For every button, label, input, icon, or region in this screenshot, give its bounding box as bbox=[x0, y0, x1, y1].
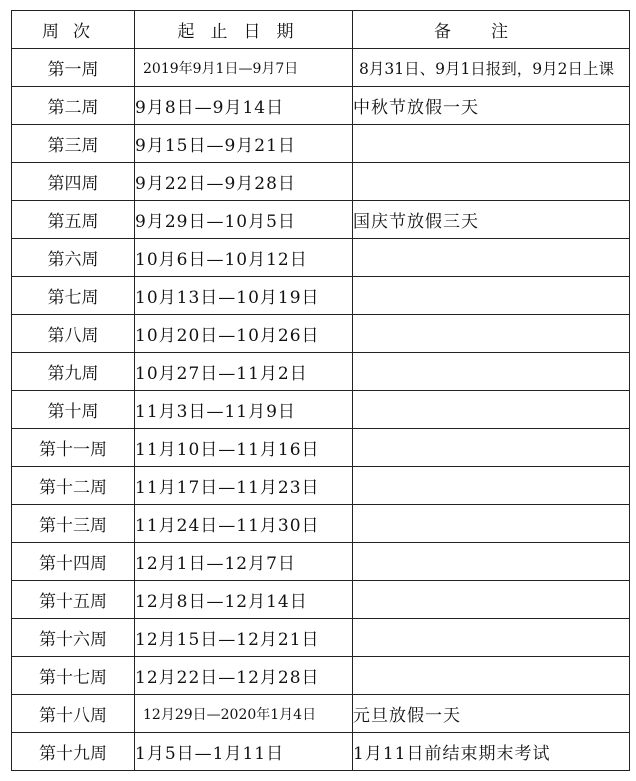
week-cell: 第六周 bbox=[12, 239, 135, 277]
note-cell bbox=[353, 163, 630, 201]
table-row bbox=[12, 49, 630, 87]
week-cell: 第十九周 bbox=[12, 733, 135, 771]
dates-cell: 12月15日—12月21日 bbox=[135, 619, 353, 657]
week-cell: 第一周 bbox=[12, 49, 135, 87]
dates-cell: 10月20日—10月26日 bbox=[135, 315, 353, 353]
note-cell bbox=[353, 657, 630, 695]
table-row bbox=[12, 163, 630, 201]
note-cell bbox=[353, 543, 630, 581]
week-cell: 第十五周 bbox=[12, 581, 135, 619]
table-row bbox=[12, 581, 630, 619]
dates-cell: 9月29日—10月5日 bbox=[135, 201, 353, 239]
header-notes: 备注 bbox=[353, 11, 630, 49]
note-cell: 中秋节放假一天 bbox=[353, 87, 630, 125]
header-dates: 起止日期 bbox=[135, 11, 353, 49]
note-cell bbox=[353, 353, 630, 391]
note-cell bbox=[353, 505, 630, 543]
week-cell: 第三周 bbox=[12, 125, 135, 163]
note-cell bbox=[353, 315, 630, 353]
dates-cell: 12月22日—12月28日 bbox=[135, 657, 353, 695]
dates-cell: 9月22日—9月28日 bbox=[135, 163, 353, 201]
dates-cell: 9月15日—9月21日 bbox=[135, 125, 353, 163]
week-cell: 第七周 bbox=[12, 277, 135, 315]
note-cell: 8月31日、9月1日报到，9月2日上课 bbox=[353, 49, 630, 87]
dates-cell: 9月8日—9月14日 bbox=[135, 87, 353, 125]
week-cell: 第十三周 bbox=[12, 505, 135, 543]
dates-cell: 12月1日—12月7日 bbox=[135, 543, 353, 581]
table-row bbox=[12, 429, 630, 467]
note-cell bbox=[353, 239, 630, 277]
table-row bbox=[12, 657, 630, 695]
note-cell bbox=[353, 277, 630, 315]
week-cell: 第二周 bbox=[12, 87, 135, 125]
table-row bbox=[12, 125, 630, 163]
dates-cell: 11月10日—11月16日 bbox=[135, 429, 353, 467]
note-cell bbox=[353, 467, 630, 505]
table-row bbox=[12, 505, 630, 543]
week-cell: 第十八周 bbox=[12, 695, 135, 733]
table-row bbox=[12, 353, 630, 391]
note-cell: 元旦放假一天 bbox=[353, 695, 630, 733]
table-row bbox=[12, 543, 630, 581]
semester-schedule-table bbox=[11, 10, 630, 771]
table-row bbox=[12, 695, 630, 733]
note-cell: 1月11日前结束期末考试 bbox=[353, 733, 630, 771]
table-row bbox=[12, 733, 630, 771]
table-row bbox=[12, 619, 630, 657]
note-cell bbox=[353, 125, 630, 163]
week-cell: 第十二周 bbox=[12, 467, 135, 505]
table-row bbox=[12, 277, 630, 315]
dates-cell: 11月3日—11月9日 bbox=[135, 391, 353, 429]
note-cell bbox=[353, 429, 630, 467]
header-week: 周次 bbox=[12, 11, 135, 49]
dates-cell: 2019年9月1日—9月7日 bbox=[135, 49, 353, 87]
table-header-row bbox=[12, 11, 630, 49]
week-cell: 第十六周 bbox=[12, 619, 135, 657]
table-row bbox=[12, 87, 630, 125]
dates-cell: 10月6日—10月12日 bbox=[135, 239, 353, 277]
table-row bbox=[12, 315, 630, 353]
week-cell: 第十一周 bbox=[12, 429, 135, 467]
week-cell: 第十周 bbox=[12, 391, 135, 429]
dates-cell: 10月27日—11月2日 bbox=[135, 353, 353, 391]
table-row bbox=[12, 391, 630, 429]
dates-cell: 11月17日—11月23日 bbox=[135, 467, 353, 505]
dates-cell: 12月8日—12月14日 bbox=[135, 581, 353, 619]
table-row bbox=[12, 467, 630, 505]
dates-cell: 1月5日—1月11日 bbox=[135, 733, 353, 771]
schedule-sheet bbox=[11, 10, 629, 771]
week-cell: 第四周 bbox=[12, 163, 135, 201]
dates-cell: 12月29日—2020年1月4日 bbox=[135, 695, 353, 733]
note-cell bbox=[353, 619, 630, 657]
week-cell: 第十七周 bbox=[12, 657, 135, 695]
note-cell: 国庆节放假三天 bbox=[353, 201, 630, 239]
week-cell: 第十四周 bbox=[12, 543, 135, 581]
dates-cell: 10月13日—10月19日 bbox=[135, 277, 353, 315]
table-row bbox=[12, 239, 630, 277]
note-cell bbox=[353, 391, 630, 429]
note-cell bbox=[353, 581, 630, 619]
table-row bbox=[12, 201, 630, 239]
week-cell: 第八周 bbox=[12, 315, 135, 353]
week-cell: 第九周 bbox=[12, 353, 135, 391]
dates-cell: 11月24日—11月30日 bbox=[135, 505, 353, 543]
week-cell: 第五周 bbox=[12, 201, 135, 239]
